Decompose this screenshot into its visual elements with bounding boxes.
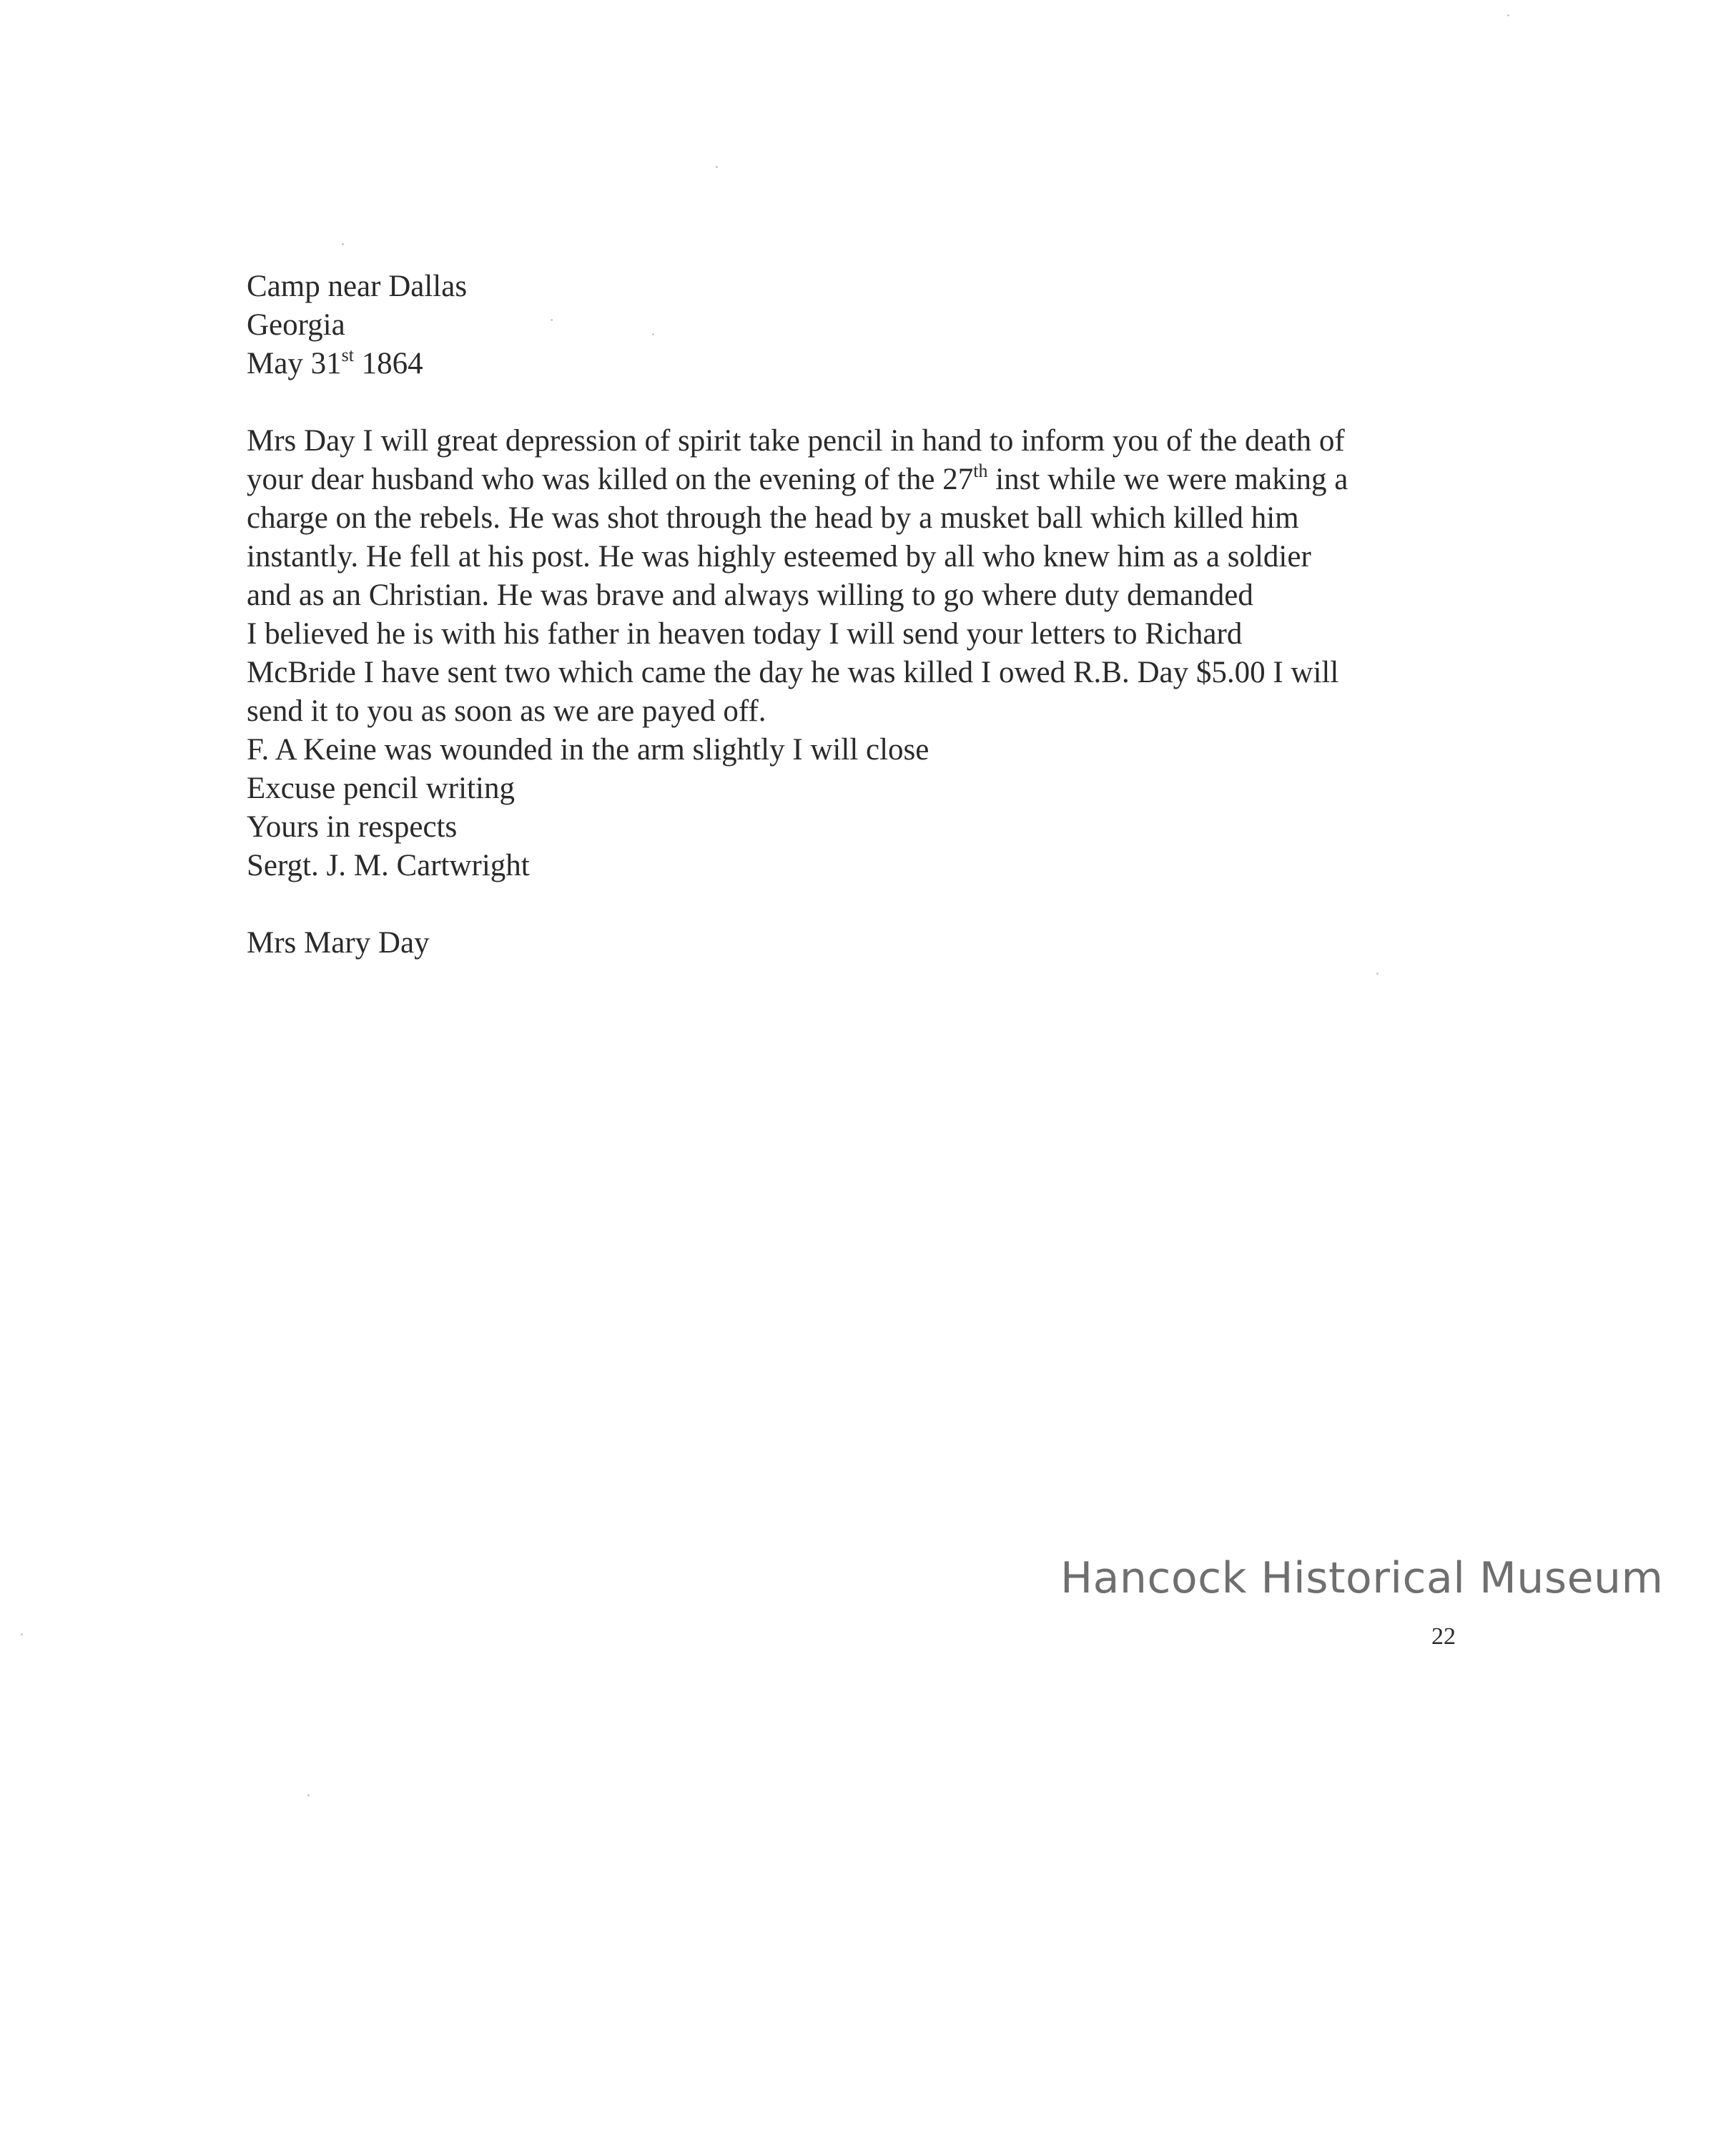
scan-speck	[716, 166, 718, 168]
place-line: Camp near Dallas	[247, 270, 468, 303]
body-line-8: send it to you as soon as we are payed off.	[247, 694, 766, 728]
page-number: 22	[1431, 1623, 1456, 1650]
body-line-2-end: inst while we were making a	[987, 463, 1348, 496]
body-line-4: instantly. He fell at his post. He was highly esteemed by all who knew him as a soldier	[247, 540, 1311, 574]
date-prefix: May 31	[247, 347, 342, 380]
letter-text	[247, 267, 1476, 963]
body-line-9: F. A Keine was wounded in the arm slightly I will close	[247, 733, 930, 767]
state-line: Georgia	[247, 308, 345, 342]
body-line-5: and as an Christian. He was brave and always willing to go where duty demanded	[247, 579, 1253, 612]
museum-watermark: Hancock Historical Museum	[1060, 1553, 1664, 1603]
date-line	[247, 345, 1476, 383]
scan-speck	[307, 1794, 310, 1796]
signature-line: Sergt. J. M. Cartwright	[247, 849, 530, 882]
body-line-3: charge on the rebels. He was shot through the head by a musket ball which killed him	[247, 501, 1299, 535]
body-line-2-start: your dear husband who was killed on the evening of the 27	[247, 463, 974, 496]
scan-speck	[1507, 14, 1509, 16]
paragraph-gap	[247, 383, 1476, 422]
scan-speck	[342, 243, 344, 245]
body-line-7: McBride I have sent two which came the day he was killed I owed R.B. Day $5.00 I will	[247, 656, 1339, 689]
body-line-2-sup: th	[973, 460, 988, 481]
body-line-2	[247, 461, 1476, 499]
scan-speck	[652, 333, 654, 335]
date-suffix: st	[341, 344, 354, 365]
recipient-line: Mrs Mary Day	[247, 926, 430, 960]
body-line-1: Mrs Day I will great depression of spirit take pencil in hand to inform you of the death of	[247, 424, 1345, 458]
scan-speck	[21, 1633, 23, 1635]
body-line-6: I believed he is with his father in heaven today I will send your letters to Richard	[247, 617, 1243, 651]
scan-speck	[551, 319, 553, 321]
scan-speck	[1376, 973, 1379, 975]
date-year: 1864	[353, 347, 423, 380]
paragraph-gap	[247, 885, 1476, 924]
sign-off-line: Yours in respects	[247, 810, 458, 844]
closing-line: Excuse pencil writing	[247, 772, 515, 805]
